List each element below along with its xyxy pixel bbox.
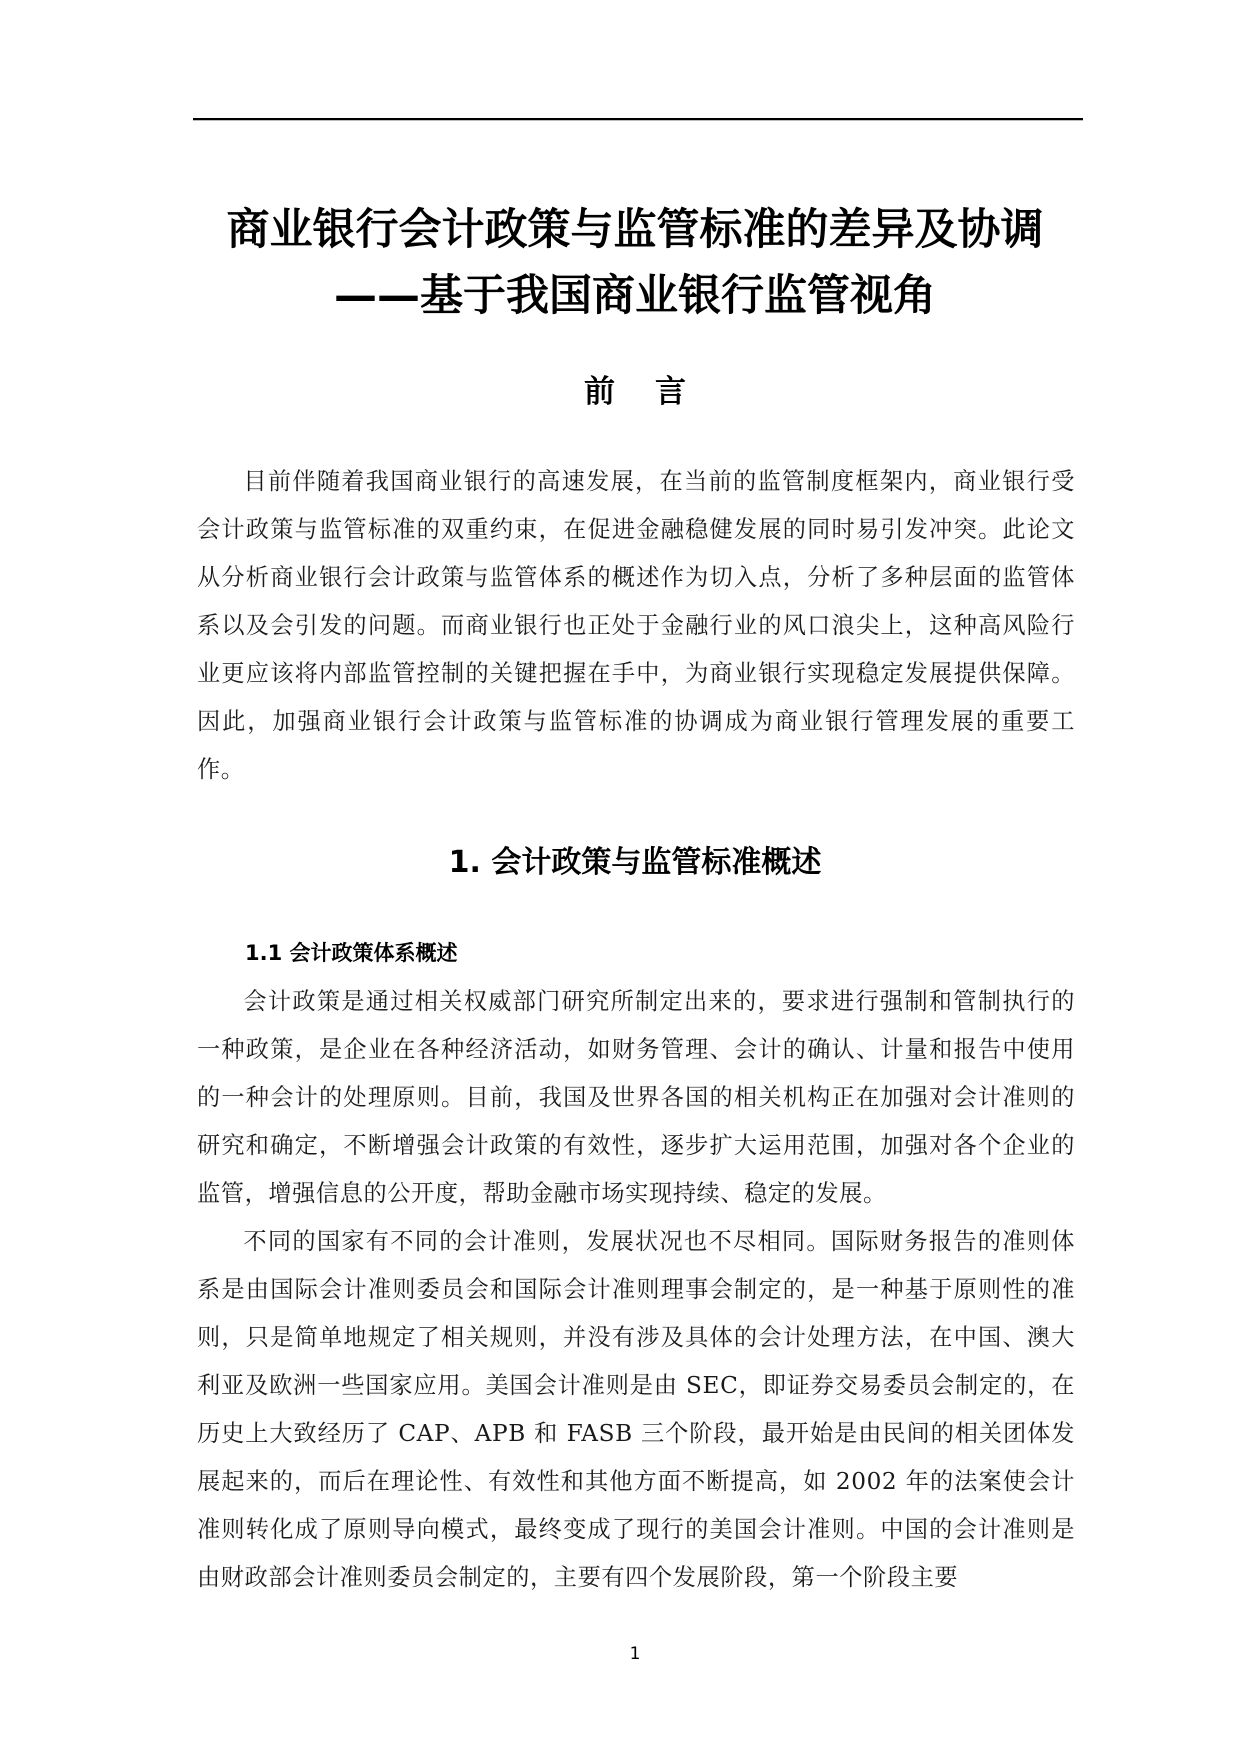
page-number: 1 — [629, 1644, 641, 1664]
body-paragraph-1: 会计政策是通过相关权威部门研究所制定出来的，要求进行强制和管制执行的一种政策，是企业在各种经济活动，如财务管理、会计的确认、计量和报告中使用的一种会计的处理原则。目前，我国及世界各国的相关机构正在加强对会计准则的研究和确定，不断增强会计政策的有效性，逐步扩大运用范围，加强对各个企业的监管，增强信息的公开度，帮助金融市场实现持续、稳定的发展。 — [197, 988, 1075, 1207]
document-title-subtitle: ——基于我国商业银行监管视角 — [334, 271, 936, 321]
body-paragraph-2: 不同的国家有不同的会计准则，发展状况也不尽相同。国际财务报告的准则体系是由国际会计准则委员会和国际会计准则理事会制定的，是一种基于原则性的准则，只是简单地规定了相关规则，并没有涉及具体的会计处理方法，在中国、澳大利亚及欧洲一些国家应用。美国会计准则是由 SEC，即证券交易委员会制定的，在历史上大致经历了 CAP、APB 和 FASB 三个阶段，最开始是由民间的相关团体发展起来的，而后在理论性、有效性和其他方面不断提高，如 2002 年的法案使会计准则转化成了原则导向模式，最终变成了现行的美国会计准则。中国的会计准则是由财政部会计准则委员会制定的，主要有四个发展阶段，第一个阶段主要 — [197, 1228, 1075, 1591]
preface-paragraph: 目前伴随着我国商业银行的高速发展，在当前的监管制度框架内，商业银行受会计政策与监管标准的双重约束，在促进金融稳健发展的同时易引发冲突。此论文从分析商业银行会计政策与监管体系的概述作为切入点，分析了多种层面的监管体系以及会引发的问题。而商业银行也正处于金融行业的风口浪尖上，这种高风险行业更应该将内部监管控制的关键把握在手中，为商业银行实现稳定发展提供保障。因此，加强商业银行会计政策与监管标准的协调成为商业银行管理发展的重要工作。 — [197, 468, 1075, 783]
preface-body — [197, 458, 1075, 794]
header-rule — [193, 118, 1083, 120]
preface-heading-char2: 言 — [655, 374, 686, 410]
section-heading-1: 1. 会计政策与监管标准概述 — [448, 845, 822, 880]
section-1-1-body — [197, 978, 1075, 1602]
subsection-heading-1-1: 1.1 会计政策体系概述 — [245, 941, 458, 965]
preface-heading-char1: 前 — [584, 374, 615, 410]
preface-heading — [190, 372, 1080, 412]
document-title-line1: 商业银行会计政策与监管标准的差异及协调 — [226, 205, 1044, 255]
